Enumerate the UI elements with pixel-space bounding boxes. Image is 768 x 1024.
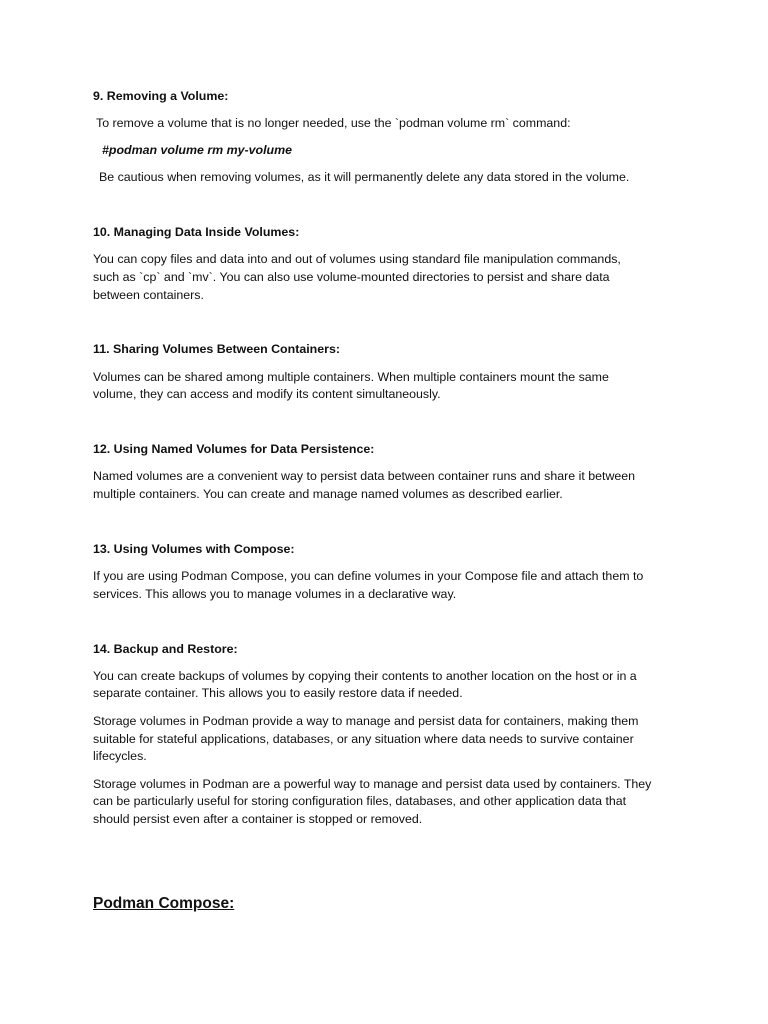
section-9-intro: To remove a volume that is no longer needed, use the `podman volume rm` command: — [96, 116, 571, 130]
section-11-heading: 11. Sharing Volumes Between Containers: — [93, 342, 340, 356]
section-12-line-1: Named volumes are a convenient way to persist data between container runs and share it between — [93, 469, 636, 483]
section-10-line-3: between containers. — [93, 288, 204, 302]
section-12-heading: 12. Using Named Volumes for Data Persistence: — [93, 442, 375, 456]
storage-summary-2-line-1: Storage volumes in Podman are a powerful way to manage and persist data used by containers. They — [93, 777, 652, 791]
section-14-line-2: separate container. This allows you to easily restore data if needed. — [93, 686, 463, 700]
storage-summary-1-line-1: Storage volumes in Podman provide a way to manage and persist data for containers, making them — [93, 714, 639, 728]
section-13-heading: 13. Using Volumes with Compose: — [93, 542, 295, 556]
section-14-line-1: You can create backups of volumes by copying their contents to another location on the host or in a — [93, 669, 637, 683]
section-9-heading: 9. Removing a Volume: — [93, 89, 229, 103]
section-13-line-1: If you are using Podman Compose, you can define volumes in your Compose file and attach them to — [93, 569, 644, 583]
section-10-heading: 10. Managing Data Inside Volumes: — [93, 225, 300, 239]
section-10-line-1: You can copy files and data into and out of volumes using standard file manipulation commands, — [93, 252, 621, 266]
podman-compose-heading: Podman Compose: — [93, 895, 235, 912]
section-9-note: Be cautious when removing volumes, as it will permanently delete any data stored in the volume. — [99, 170, 630, 184]
section-11-line-2: volume, they can access and modify its content simultaneously. — [93, 387, 441, 401]
storage-summary-1-line-2: suitable for stateful applications, databases, or any situation where data needs to survive container — [93, 732, 634, 746]
storage-summary-2-line-2: can be particularly useful for storing configuration files, databases, and other application data that — [93, 794, 627, 808]
section-9-command: #podman volume rm my-volume — [102, 143, 293, 157]
storage-summary-2-line-3: should persist even after a container is stopped or removed. — [93, 812, 423, 826]
section-13-line-2: services. This allows you to manage volumes in a declarative way. — [93, 587, 457, 601]
section-10-line-2: such as `cp` and `mv`. You can also use volume-mounted directories to persist and share data — [93, 270, 610, 284]
section-14-heading: 14. Backup and Restore: — [93, 642, 238, 656]
section-11-line-1: Volumes can be shared among multiple containers. When multiple containers mount the same — [93, 370, 609, 384]
section-12-line-2: multiple containers. You can create and manage named volumes as described earlier. — [93, 487, 563, 501]
storage-summary-1-line-3: lifecycles. — [93, 749, 147, 763]
